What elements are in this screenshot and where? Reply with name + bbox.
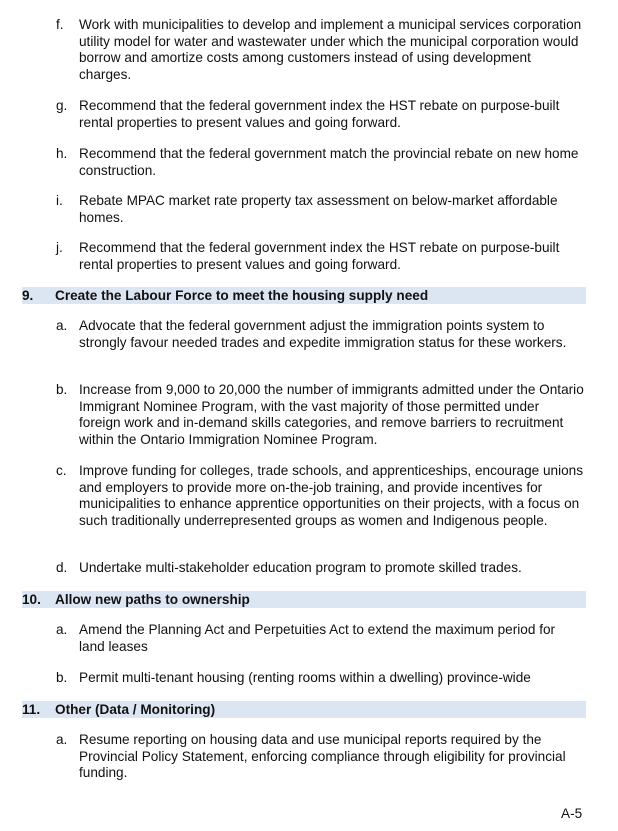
list-item-text: Recommend that the federal government index the HST rebate on purpose-built rental properties to present values and going forward. — [79, 98, 560, 130]
list-item-text: Rebate MPAC market rate property tax assessment on below-market affordable homes. — [79, 193, 558, 225]
list-marker: c. — [56, 463, 67, 478]
section-title: Create the Labour Force to meet the housing supply need — [55, 288, 429, 303]
list-item-text: Resume reporting on housing data and use municipal reports required by the Provincial Policy Statement, enforcing compliance through eligibility for provincial funding. — [79, 732, 566, 780]
list-item-text: Advocate that the federal government adjust the immigration points system to strongly favour needed trades and expedite immigration status for these workers. — [79, 318, 567, 350]
list-marker: b. — [56, 670, 68, 685]
list-marker: i. — [56, 193, 63, 208]
list-item-text: Improve funding for colleges, trade schools, and apprenticeships, encourage unions and employers to provide more on-the-job training, and provide incentives for municipalities to enhance apprentice opportunities on their projects, with a focus on such traditionally underrepresented groups as women and Indigenous people. — [79, 463, 584, 528]
list-item — [56, 670, 584, 687]
list-item — [56, 146, 584, 179]
list-marker: a. — [56, 318, 68, 333]
section-number: 11. — [22, 702, 41, 717]
section-heading — [22, 287, 586, 304]
list-marker: g. — [56, 98, 68, 113]
page-number: A-5 — [561, 806, 583, 821]
list-item — [56, 98, 584, 131]
list-item-text: Permit multi-tenant housing (renting rooms within a dwelling) province-wide — [79, 670, 531, 685]
list-marker: f. — [56, 17, 64, 32]
list-item — [56, 240, 584, 273]
list-marker: a. — [56, 732, 68, 747]
list-item — [56, 193, 584, 226]
list-marker: a. — [56, 622, 68, 637]
section-title: Other (Data / Monitoring) — [55, 702, 216, 717]
list-item — [56, 560, 584, 577]
list-marker: j. — [56, 240, 63, 255]
list-item — [56, 732, 584, 782]
list-item — [56, 463, 584, 529]
list-item — [56, 382, 584, 448]
list-item — [56, 622, 584, 655]
list-item-text: Recommend that the federal government index the HST rebate on purpose-built rental properties to present values and going forward. — [79, 240, 560, 272]
section-heading — [22, 701, 586, 718]
list-item-text: Undertake multi-stakeholder education program to promote skilled trades. — [79, 560, 522, 575]
list-item-text: Increase from 9,000 to 20,000 the number of immigrants admitted under the Ontario Immigrant Nominee Program, with the vast majority of those permitted under foreign work and in-demand skills categories, and remove barriers to recruitment within the Ontario Immigration Nominee Program. — [79, 382, 584, 447]
section-heading — [22, 591, 586, 608]
section-number: 9. — [22, 288, 34, 303]
section-number: 10. — [22, 592, 41, 607]
list-item-text: Work with municipalities to develop and implement a municipal services corporation utility model for water and wastewater under which the municipal corporation would borrow and amortize costs among customers instead of using development charges. — [79, 17, 582, 82]
list-marker: d. — [56, 560, 68, 575]
list-item-text: Amend the Planning Act and Perpetuities Act to extend the maximum period for land leases — [79, 622, 556, 654]
list-item — [56, 17, 584, 83]
list-marker: b. — [56, 382, 68, 397]
list-marker: h. — [56, 146, 68, 161]
section-title: Allow new paths to ownership — [55, 592, 250, 607]
list-item-text: Recommend that the federal government match the provincial rebate on new home construction. — [79, 146, 579, 178]
list-item — [56, 318, 584, 351]
